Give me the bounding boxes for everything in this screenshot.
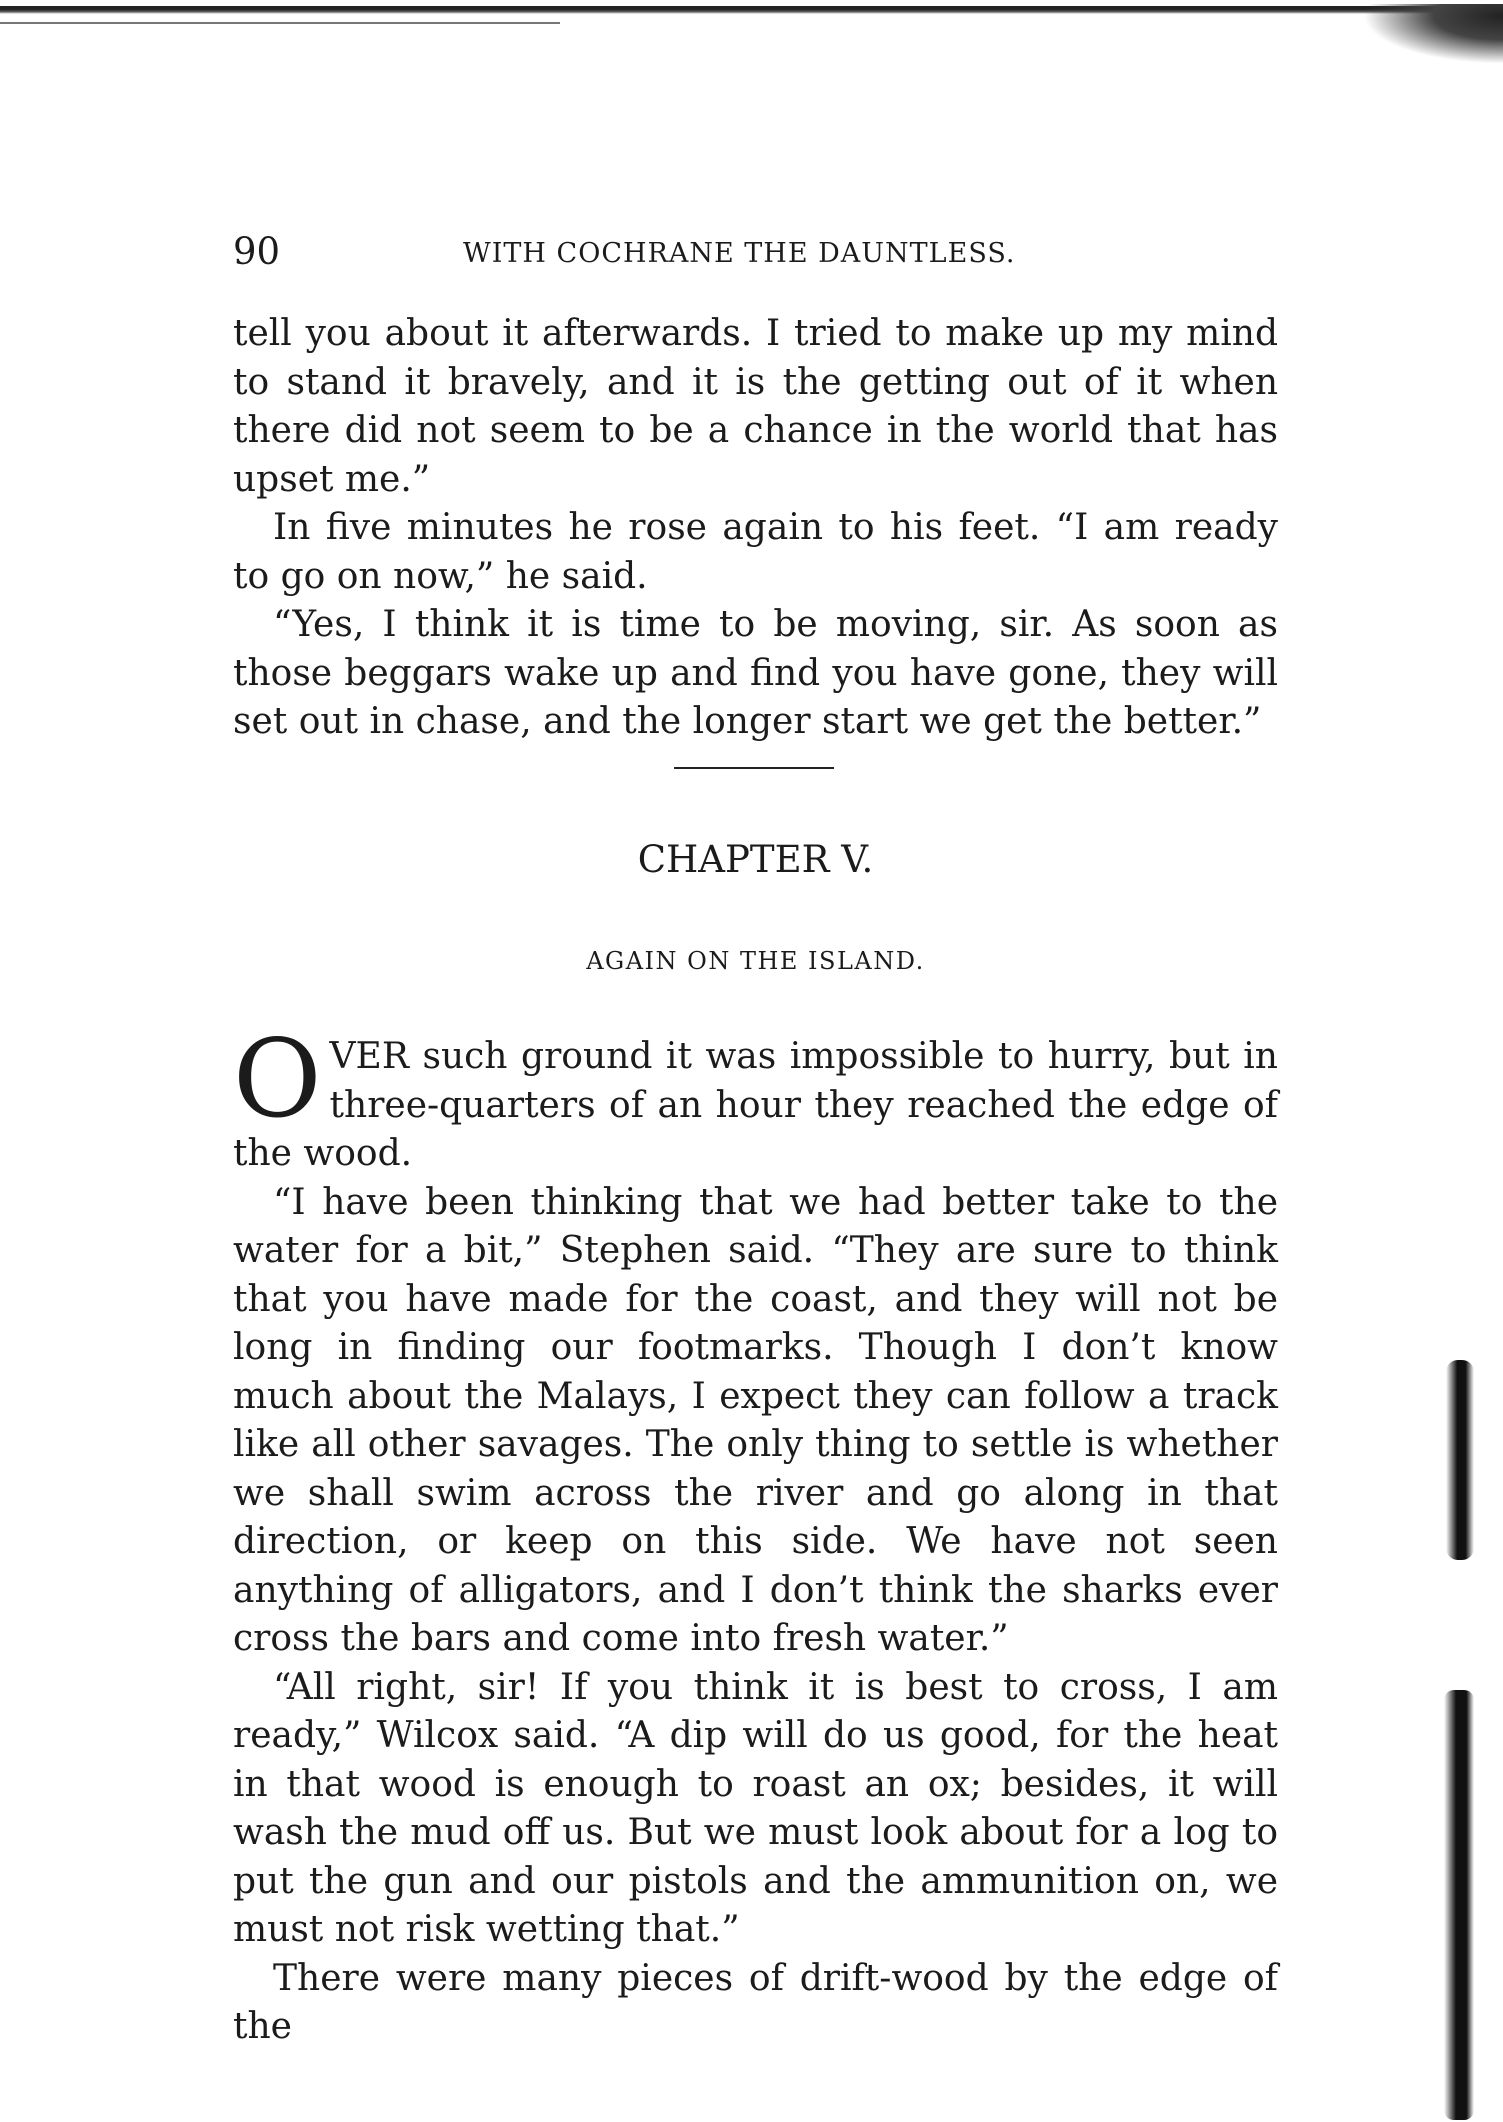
- paragraph: There were many pieces of drift-wood by the edge of the: [233, 1957, 1278, 2047]
- chapter-heading: CHAPTER V.: [637, 838, 874, 881]
- paragraph: “I have been thinking that we had better take to the water for a bit,” Stephen said. “They are sure to think that you have made for the coast, and they will not be long in finding our footmarks. Though I don’t know much about the Malays, I expect they can follow a track like all other savages. The only thing to settle is whether we shall swim across the river and go along in that direction, or keep on this side. We have not seen anything of alligators, and I don’t think the sharks ever cross the bars and come into fresh water.”: [233, 1181, 1278, 1659]
- drop-cap: O: [233, 1017, 322, 1142]
- section-divider: [674, 767, 834, 769]
- top-edge-rule: [0, 6, 1503, 14]
- page-number: 90: [233, 230, 281, 273]
- paragraph: In five minutes he rose again to his feet. “I am ready to go on now,” he said.: [233, 507, 1278, 597]
- top-edge-thin-rule: [0, 22, 560, 24]
- opening-paragraph-text: VER such ground it was impossible to hurry, but in three-quarters of an hour they reached the edge of the wood.: [233, 1036, 1278, 1174]
- book-title: WITH COCHRANE THE DAUNTLESS.: [463, 238, 1016, 269]
- scan-edge-mark: [1446, 1360, 1474, 1560]
- opening-paragraph: [233, 1017, 1278, 1179]
- chapter-title: AGAIN ON THE ISLAND.: [586, 947, 925, 975]
- paragraph: “All right, sir! If you think it is best to cross, I am ready,” Wilcox said. “A dip will do us good, for the heat in that wood is enough to roast an ox; besides, it will wash the mud off us. But we must look about for a log to put the gun and our pistols and the ammunition on, we must not risk wetting that.”: [233, 1666, 1278, 1950]
- scan-edge-mark: [1444, 1690, 1474, 2120]
- paragraph: “Yes, I think it is time to be moving, sir. As soon as those beggars wake up and find you have gone, they will set out in chase, and the longer start we get the better.”: [233, 604, 1278, 742]
- running-head: [233, 230, 1278, 280]
- scan-corner-shadow: [1363, 4, 1503, 64]
- paragraph-continued: tell you about it afterwards. I tried to make up my mind to stand it bravely, and it is the getting out of it when there did not seem to be a chance in the world that has upset me.”: [233, 313, 1278, 500]
- chapter-text-block: [233, 1017, 1278, 2052]
- top-text-block: [233, 310, 1278, 747]
